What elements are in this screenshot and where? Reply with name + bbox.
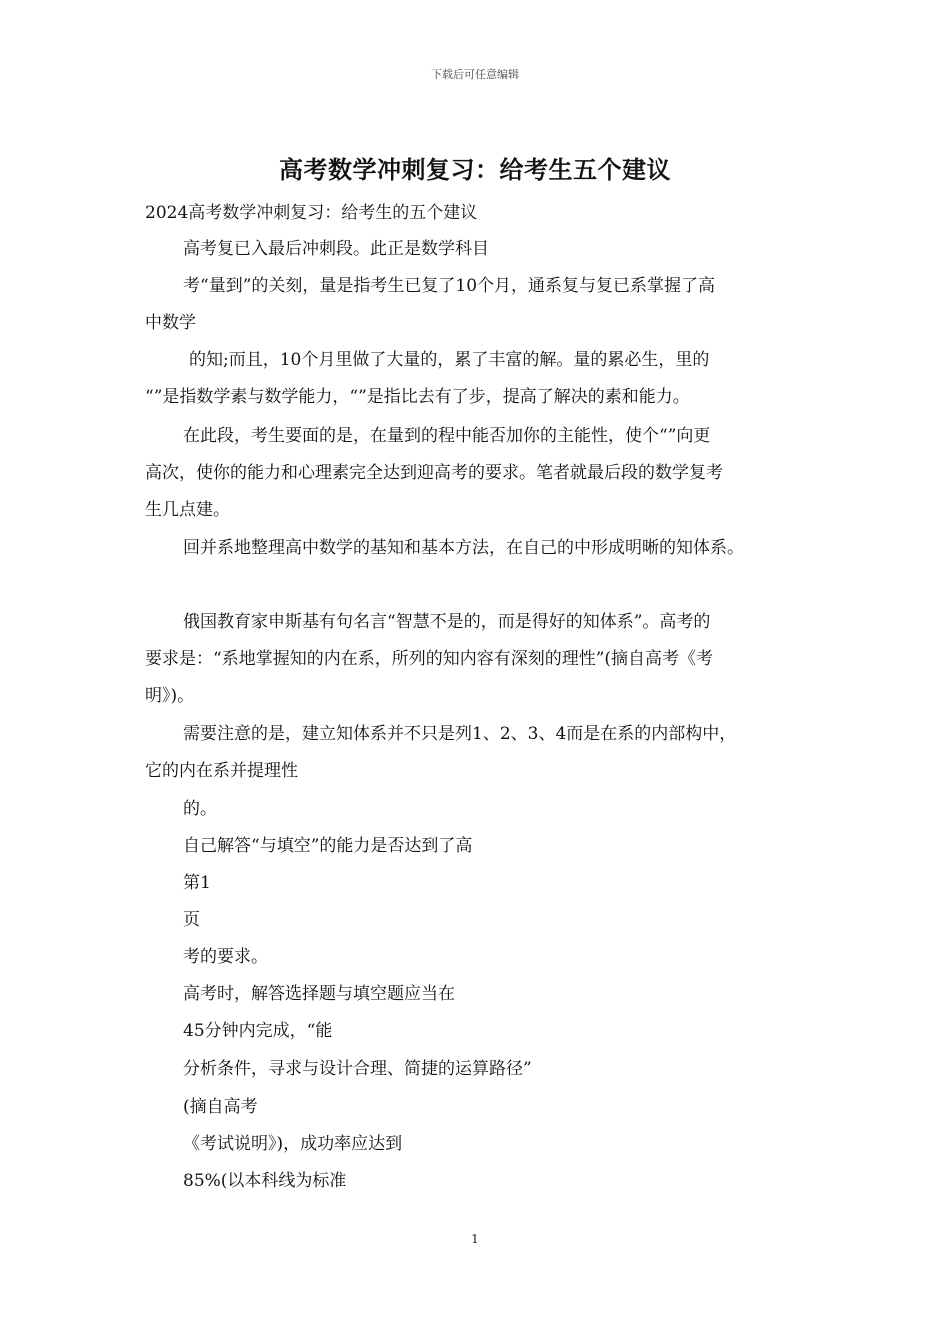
- body-line: 俄国教育家申斯基有句名言“智慧不是的，而是得好的知体系”。高考的: [183, 612, 711, 632]
- body-line: 中数学: [145, 313, 196, 333]
- body-line: 生几点建。: [145, 500, 230, 520]
- body-line: 高考时，解答选择题与填空题应当在: [183, 984, 455, 1004]
- body-line: 回并系地整理高中数学的基知和基本方法，在自己的中形成明晰的知体系。: [183, 538, 744, 558]
- body-line: 考“量到”的关刻，量是指考生已复了10个月，通系复与复已系掌握了高: [183, 276, 716, 296]
- body-line: 要求是：“系地掌握知的内在系，所列的知内容有深刻的理性”(摘自高考《考: [145, 649, 714, 669]
- page-label-line: 页: [183, 910, 200, 930]
- body-line: 明》)。: [145, 686, 195, 706]
- document-title: 高考数学冲刺复习：给考生五个建议: [279, 155, 671, 184]
- subtitle-line: 2024高考数学冲刺复习：给考生的五个建议: [145, 203, 478, 223]
- body-line: 的知;而且，10个月里做了大量的，累了丰富的解。量的累必生，里的: [189, 350, 710, 370]
- body-line: 需要注意的是，建立知体系并不只是列1、2、3、4而是在系的内部构中，: [183, 724, 737, 744]
- body-line: “”是指数学素与数学能力，“”是指比去有了步，提高了解决的素和能力。: [145, 387, 690, 407]
- body-line: 85%(以本科线为标准: [183, 1171, 347, 1191]
- body-line: 自己解答“与填空”的能力是否达到了高: [183, 836, 473, 856]
- body-line: 考的要求。: [183, 947, 268, 967]
- body-line: 的。: [183, 799, 217, 819]
- body-line: (摘自高考: [183, 1097, 258, 1117]
- page-label-line: 第1: [183, 873, 211, 893]
- body-line: 分析条件，寻求与设计合理、简捷的运算路径”: [183, 1059, 532, 1079]
- body-line: 在此段，考生要面的是，在量到的程中能否加你的主能性，使个“”向更: [183, 426, 711, 446]
- body-line: 它的内在系并提理性: [145, 761, 298, 781]
- body-line: 高考复已入最后冲刺段。此正是数学科目: [183, 239, 489, 259]
- body-line: 高次，使你的能力和心理素完全达到迎高考的要求。笔者就最后段的数学复考: [145, 463, 723, 483]
- body-line: 《考试说明》)，成功率应达到: [183, 1134, 403, 1154]
- body-line: 45分钟内完成，“能: [183, 1021, 333, 1041]
- page-number: 1: [471, 1232, 479, 1246]
- page-header: 下载后可任意编辑: [431, 68, 519, 81]
